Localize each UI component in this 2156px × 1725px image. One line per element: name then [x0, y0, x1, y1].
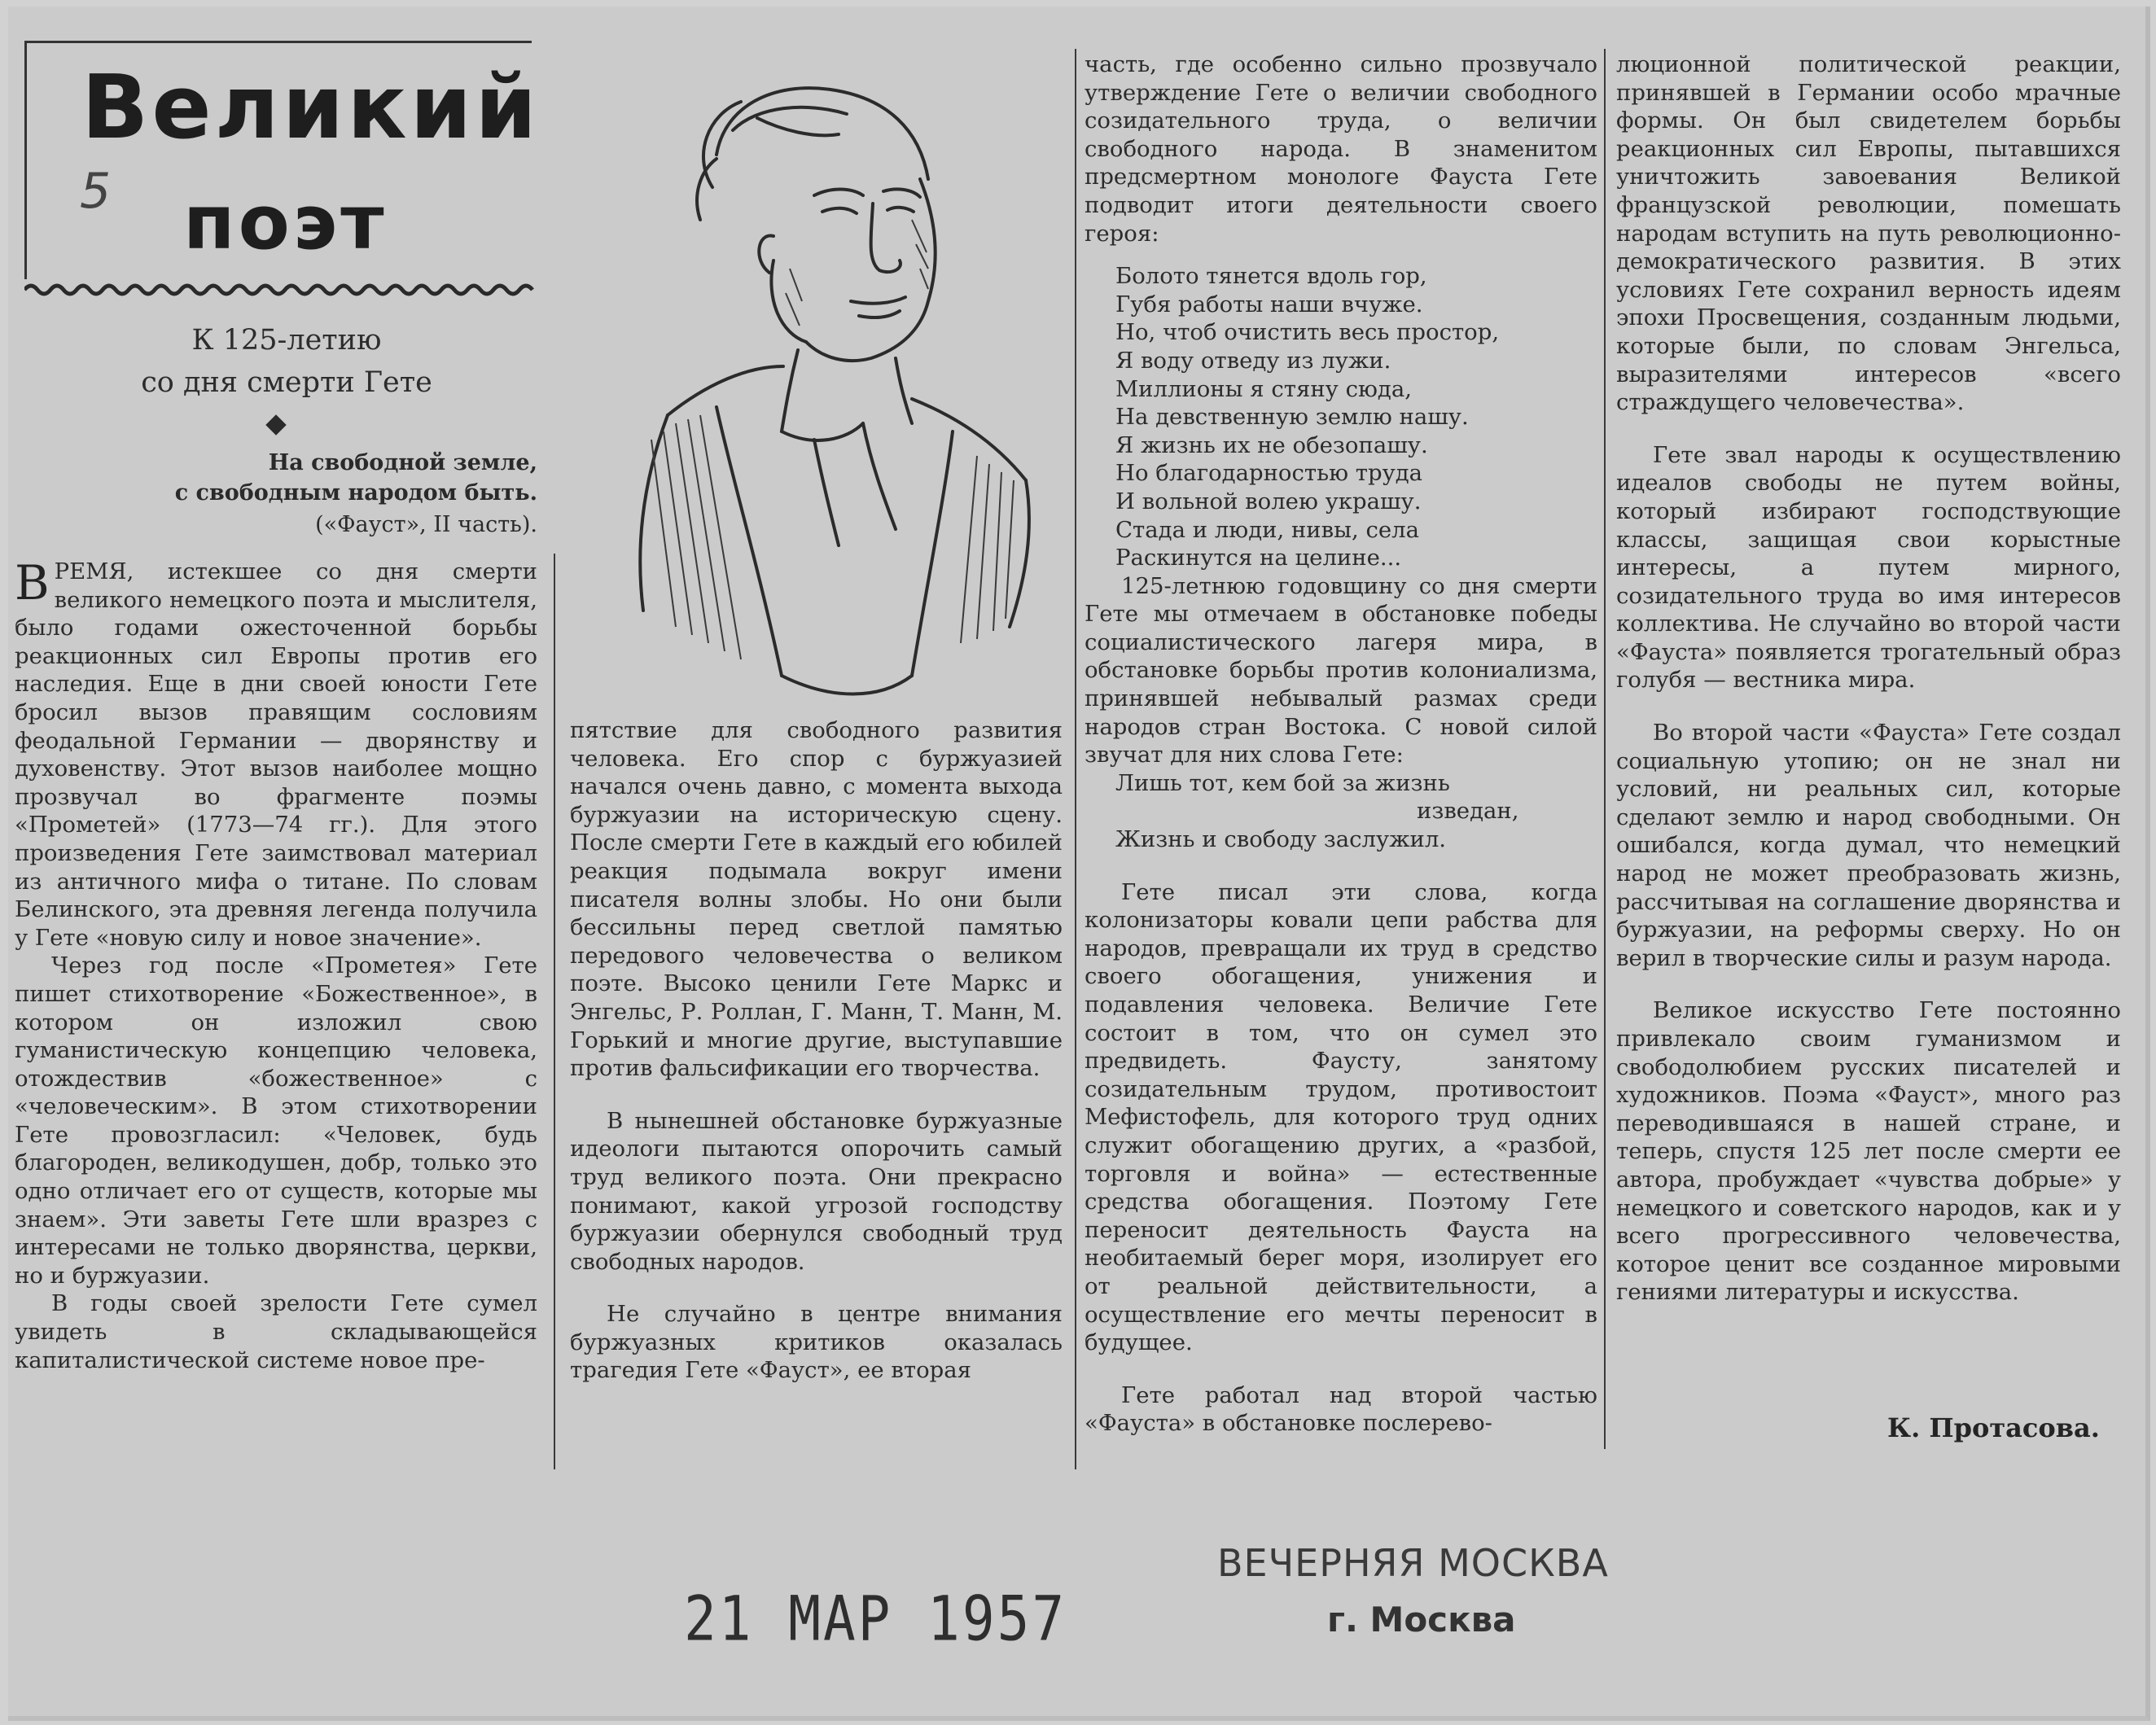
quote-line: Жизнь и свободу заслужил.: [1115, 826, 1447, 853]
paragraph: часть, где особенно сильно прозвучало утверждение Гете о величии свободного созидательного труда, о величии свободного народа. В знаменитом предсмертном монологе Фауста Гете подводит итоги деятельности своего героя:: [1085, 51, 1597, 247]
column-rule: [554, 554, 555, 1469]
paragraph: Во второй части «Фауста» Гете создал социальную утопию; он не знал ни условий, ни реальных сил, которые сделают землю и народ свободными. Он ошибался, когда думал, что немецкий народ не может преобразовать жизнь, рассчитывая на соглашение дворянства и буржуазии, на реформы сверху. Но он верил в творческие силы и разум народа.: [1616, 720, 2121, 971]
epigraph: [24, 450, 537, 548]
poem-excerpt: [1085, 262, 1597, 572]
poem-line: Миллионы я стяну сюда,: [1115, 375, 1412, 402]
paragraph: Гете работал над второй частью «Фауста» в обстановке послерево-: [1085, 1381, 1597, 1437]
paragraph: Гете писал эти слова, когда колонизаторы ковали цепи рабства для народов, превращали их труд в средство своего обогащения, унижения и подавления человека. Величие Гете состоит в том, что он сумел это предвидеть. Фаусту, занятому созидательным трудом, противостоит Мефистофель, для которого труд одних служит обогащению других, а «разбой, торговля и война» — естественные средства обогащения. Поэтому Гете переносит деятельность Фауста на необитаемый берег моря, изолирует его от реальной действительности, а осуществление его мечты переносит в будущее.: [1085, 878, 1597, 1356]
newspaper-stamp: ВЕЧЕРНЯЯ МОСКВА: [1217, 1541, 1609, 1585]
subtitle-line-1: К 125-летию: [191, 324, 382, 357]
paragraph: Гете звал народы к осуществлению идеалов свободы не путем войны, который избирают господствующие классы, защищая свои корыстные интересы, а путем мирного, созидательного труда во имя интересов коллектива. Не случайно во второй части «Фауста» появляется трогательный образ голубя — вестника мира.: [1616, 441, 2121, 694]
goethe-portrait-illustration: [570, 57, 1042, 708]
article-column-2: [570, 716, 1063, 1385]
poem-line: На девственную землю нашу.: [1115, 404, 1469, 431]
poem-line: Но благодарностью труда: [1115, 460, 1423, 487]
poem-line: Но, чтоб очистить весь простор,: [1115, 319, 1500, 346]
poem-line: Губя работы наши вчуже.: [1115, 291, 1423, 317]
drop-cap: В: [15, 555, 50, 611]
paragraph: РЕМЯ, истекшее со дня смерти великого немецкого поэта и мыслителя, было годами ожесточенной борьбы реакционных сил Европы против его наследия. Еще в дни своей юности Гете бросил вызов правящим сословиям феодальной Германии — дворянству и духовенству. Этот вызов наиболее мощно прозвучал во фрагменте поэмы «Прометей» (1773—74 гг.). Для этого произведения Гете заимствовал материал из античного мифа о титане. По словам Белинского, эта древняя легенда получила у Гете «новую силу и новое значение».: [15, 558, 537, 951]
poem-line: Стада и люди, нивы, села: [1115, 516, 1419, 543]
quote-line: Лишь тот, кем бой за жизнь: [1115, 769, 1450, 796]
quote-excerpt: [1085, 769, 1597, 854]
wavy-divider: [24, 281, 537, 299]
paragraph: Через год после «Прометея» Гете пишет стихотворение «Божественное», в котором он изложил свою гуманистическую концепцию человека, отождествив «божественное» с «человеческим». В этом стихотворении Гете провозгласил: «Человек, будь благороден, великодушен, добр, только это одно отличает его от существ, которые мы знаем». Эти заветы Гете шли вразрез с интересами не только дворянства, церкви, но и буржуазии.: [15, 952, 537, 1289]
poem-line: Я жизнь их не обезопашу.: [1115, 431, 1428, 458]
poem-line: И вольной волею украшу.: [1115, 488, 1422, 514]
city-stamp: г. Москва: [1327, 1600, 1516, 1640]
paragraph: Не случайно в центре внимания буржуазных критиков оказалась трагедия Гете «Фауст», ее вторая: [570, 1301, 1063, 1384]
headline-line-1: Великий: [81, 57, 540, 159]
subtitle-line-2: со дня смерти Гете: [141, 366, 432, 399]
article-column-1: [15, 555, 537, 1374]
epigraph-line-2: с свободным народом быть.: [174, 480, 537, 506]
epigraph-source: («Фауст», II часть).: [315, 512, 537, 537]
quote-line: изведан,: [1417, 798, 1519, 825]
article-column-3: [1085, 50, 1597, 1438]
paragraph: пятствие для свободного развития человека. Его спор с буржуазией начался очень давно, с момента выхода буржуазии на историческую сцену. После смерти Гете в каждый его юбилей реакция подымала вокруг имени писателя волны злобы. Но они были бессильны перед светлой памятью передового человечества о великом поэте. Высоко ценили Гете Маркс и Энгельс, Р. Роллан, Г. Манн, Т. Манн, М. Горький и многие другие, выступавшие против фальсификации его творчества.: [570, 717, 1063, 1082]
epigraph-line-1: На свободной земле,: [268, 450, 537, 475]
paragraph: В нынешней обстановке буржуазные идеологи пытаются опорочить самый труд великого поэта. Они прекрасно понимают, какой угрозой господству буржуазии обернулся свободный труд свободных народов.: [570, 1107, 1063, 1275]
paragraph: люционной политической реакции, принявшей в Германии особо мрачные формы. Он был свидетелем борьбы реакционных сил Европы, пытавшихся уничтожить завоевания Великой французской революции, помешать народам вступить на путь революционно-демократического развития. В этих условиях Гете сохранил верность идеям эпохи Просвещения, созданным людьми, которые были, по словам Энгельса, выразителями интересов «всего страждущего человечества».: [1616, 51, 2121, 416]
date-stamp: 21 МАР 1957: [684, 1583, 1067, 1655]
poem-line: Раскинутся на целине...: [1115, 545, 1402, 571]
column-rule: [1075, 49, 1076, 1469]
handwritten-mark: 5: [80, 163, 112, 220]
paragraph: В годы своей зрелости Гете сумел увидеть в складывающейся капиталистической системе новое пре-: [15, 1290, 537, 1373]
article-column-4: [1616, 50, 2121, 1307]
poem-line: Болото тянется вдоль гор,: [1115, 263, 1427, 290]
author-signature: К. Протасова.: [1887, 1412, 2100, 1443]
paragraph: 125-летнюю годовщину со дня смерти Гете мы отмечаем в обстановке победы социалистического лагеря мира, в обстановке борьбы против колониализма, принявшей небывалый размах среди народов стран Востока. С новой силой звучат для них слова Гете:: [1085, 572, 1597, 768]
poem-line: Я воду отведу из лужи.: [1115, 347, 1391, 374]
paragraph: Великое искусство Гете постоянно привлекало своим гуманизмом и свободолюбием русских писателей и художников. Поэма «Фауст», много раз переводившаяся в нашей стране, и теперь, спустя 125 лет после смерти ее автора, пробуждает «чувства добрые» у немецкого и советского народов, как и у всего прогрессивного человечества, которое ценит все созданное мировыми гениями литературы и искусства.: [1616, 997, 2121, 1306]
headline-line-2: поэт: [183, 179, 388, 266]
column-rule: [1604, 49, 1606, 1449]
